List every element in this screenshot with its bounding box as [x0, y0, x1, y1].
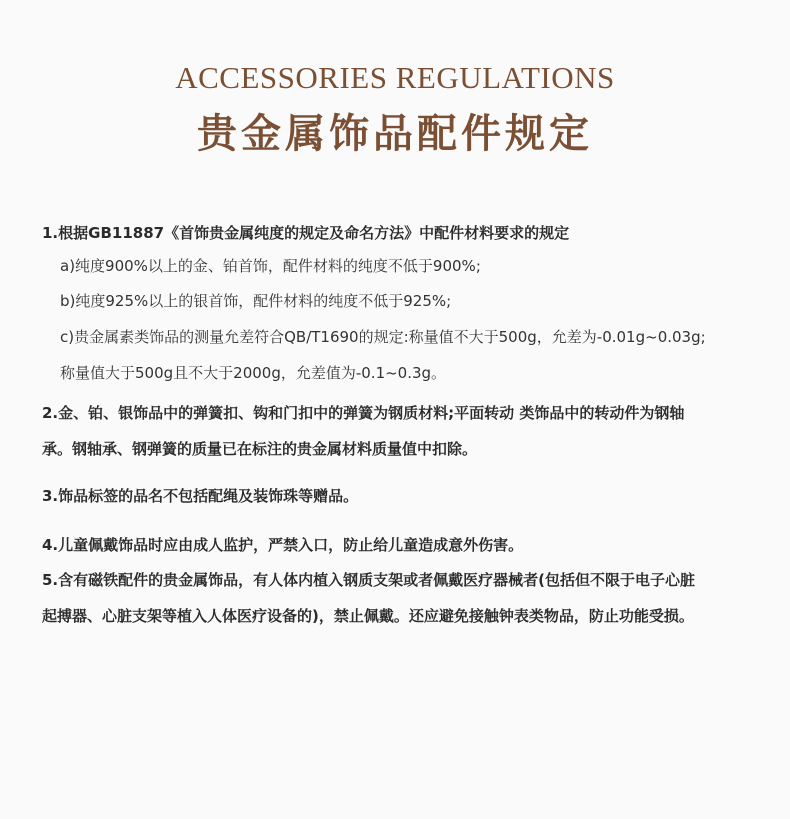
page-title-cn: 贵金属饰品配件规定 — [197, 110, 593, 157]
rule-1-item-c-cont: 称量值大于500g且不大于2000g，允差值为-0.1~0.3g。 — [60, 364, 447, 382]
rule-1-item-c: c)贵金属素类饰品的测量允差符合QB/T1690的规定:称量值不大于500g，允差为-0.01g~0.03g; — [60, 328, 706, 346]
rule-2-line-1: 2.金、铂、银饰品中的弹簧扣、钩和门扣中的弹簧为钢质材料;平面转动 类饰品中的转动件为钢轴 — [42, 404, 685, 422]
rule-4: 4.儿童佩戴饰品时应由成人监护，严禁入口，防止给儿童造成意外伤害。 — [42, 536, 524, 554]
rule-5-line-2: 起搏器、心脏支架等植入人体医疗设备的)，禁止佩戴。还应避免接触钟表类物品，防止功能受损。 — [42, 607, 694, 625]
rule-3: 3.饰品标签的品名不包括配绳及装饰珠等赠品。 — [42, 487, 359, 505]
page-title-en: ACCESSORIES REGULATIONS — [175, 60, 615, 95]
rule-1-item-a: a)纯度900%以上的金、铂首饰，配件材料的纯度不低于900%; — [60, 257, 481, 275]
rule-1-title: 1.根据GB11887《首饰贵金属纯度的规定及命名方法》中配件材料要求的规定 — [42, 224, 570, 242]
rule-2-line-2: 承。钢轴承、钢弹簧的质量已在标注的贵金属材料质量值中扣除。 — [42, 440, 478, 458]
rule-1-item-b: b)纯度925%以上的银首饰，配件材料的纯度不低于925%; — [60, 292, 452, 310]
rule-5-line-1: 5.含有磁铁配件的贵金属饰品，有人体内植入钢质支架或者佩戴医疗器械者(包括但不限于电子心脏 — [42, 571, 695, 589]
